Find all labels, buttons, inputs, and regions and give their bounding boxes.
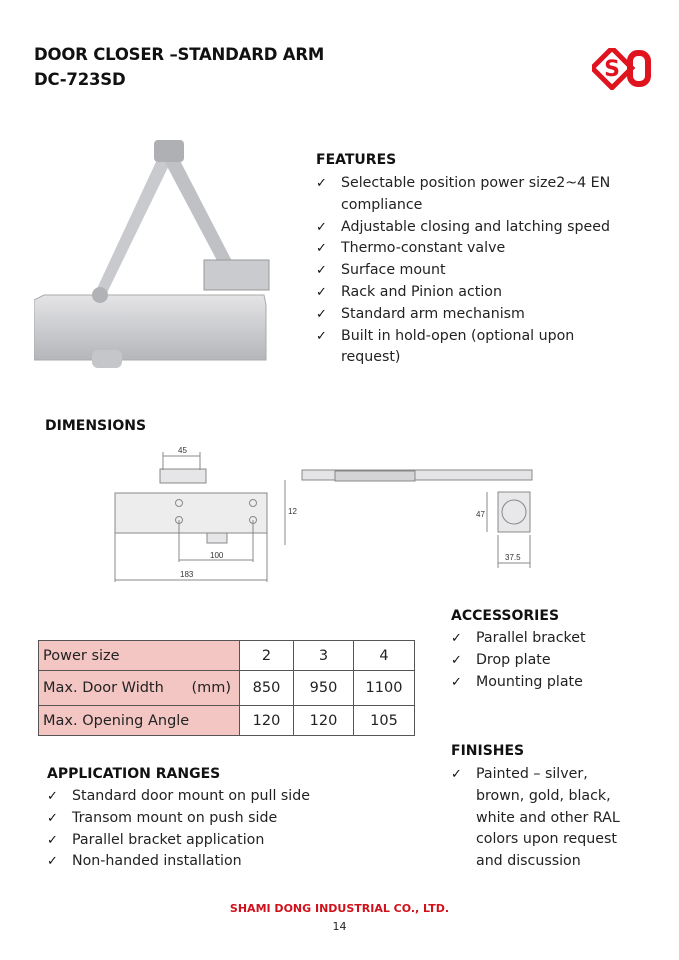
features-list [316,173,626,369]
list-item [47,851,377,873]
item-text: Selectable position power size2~4 EN compliance [341,175,611,213]
application-heading: APPLICATION RANGES [47,766,221,782]
cell: 3 [294,641,354,671]
check-icon: ✓ [316,328,327,344]
cell: 2 [240,641,294,671]
dimension-drawing [100,440,560,590]
item-text: Non-handed installation [72,853,242,870]
check-icon: ✓ [316,176,327,191]
features-heading: FEATURES [316,152,397,168]
cell: 950 [294,671,354,706]
finishes-list [451,764,636,873]
list-item [316,260,626,282]
cell: 120 [240,706,294,736]
list-item [47,830,377,852]
model-number: DC-723SD [34,70,126,89]
check-icon: ✓ [47,789,58,804]
company-name: SHAMI DONG INDUSTRIAL CO., LTD. [229,902,450,915]
dim-183: 183 [180,570,194,579]
list-item [316,326,601,370]
company-logo [592,48,652,90]
item-text: Surface mount [341,262,446,279]
dim-12: 12 [288,507,297,516]
check-icon: ✓ [316,241,327,257]
dim-37-5: 37.5 [505,553,521,562]
list-item [316,173,626,217]
door-closer-photo [34,135,279,380]
title-line-1: DOOR CLOSER –STANDARD ARM [34,45,325,64]
table-row [39,706,415,736]
row-label: Max. Door Width (mm) [39,671,240,706]
item-text: Parallel bracket [476,630,586,646]
check-icon: ✓ [47,832,58,848]
dim-100: 100 [210,551,224,560]
item-text: Standard arm mechanism [341,305,525,322]
row-label: Max. Opening Angle [39,706,240,736]
application-list [47,786,377,873]
cell: 120 [294,706,354,736]
row-label: Power size [39,641,240,671]
list-item [47,808,377,830]
svg-text:S: S [604,57,620,82]
list-item [451,650,651,672]
cell: 105 [354,706,415,736]
item-text: Mounting plate [476,673,583,690]
accessories-heading: ACCESSORIES [451,608,560,624]
page-number: 14 [332,920,347,933]
item-text: Thermo-constant valve [341,240,506,257]
cell: 1100 [354,671,415,706]
table-row [39,671,415,706]
list-item [316,217,626,239]
item-text: Built in hold-open (optional upon request) [341,327,575,366]
item-text: Transom mount on push side [72,809,278,826]
dim-45: 45 [178,446,187,455]
check-icon: ✓ [47,854,58,870]
item-text: Rack and Pinion action [341,283,502,300]
check-icon: ✓ [47,810,58,826]
list-item [451,764,636,873]
cell: 850 [240,671,294,706]
document-title [34,42,324,92]
list-item [451,672,651,694]
finishes-heading: FINISHES [451,743,525,759]
cell: 4 [354,641,415,671]
list-item [451,628,651,650]
specifications-table [38,640,415,736]
check-icon: ✓ [316,219,327,235]
check-icon: ✓ [316,306,327,322]
check-icon: ✓ [316,284,327,300]
item-text: Drop plate [476,651,551,668]
item-text: Adjustable closing and latching speed [341,218,610,235]
list-item [316,304,626,326]
list-item [316,238,626,260]
dimensions-heading: DIMENSIONS [45,418,147,434]
item-text: Standard door mount on pull side [72,788,310,804]
item-text: Painted – silver, brown, gold, black, white and other RAL colors upon request and discussion [476,766,620,870]
list-item [316,282,626,304]
dim-47: 47 [476,510,485,519]
check-icon: ✓ [451,674,462,690]
check-icon: ✓ [451,652,462,668]
check-icon: ✓ [316,263,327,279]
check-icon: ✓ [451,631,462,646]
list-item [47,786,377,808]
item-text: Parallel bracket application [72,831,265,848]
table-row [39,641,415,671]
check-icon: ✓ [451,767,462,782]
accessories-list [451,628,651,693]
